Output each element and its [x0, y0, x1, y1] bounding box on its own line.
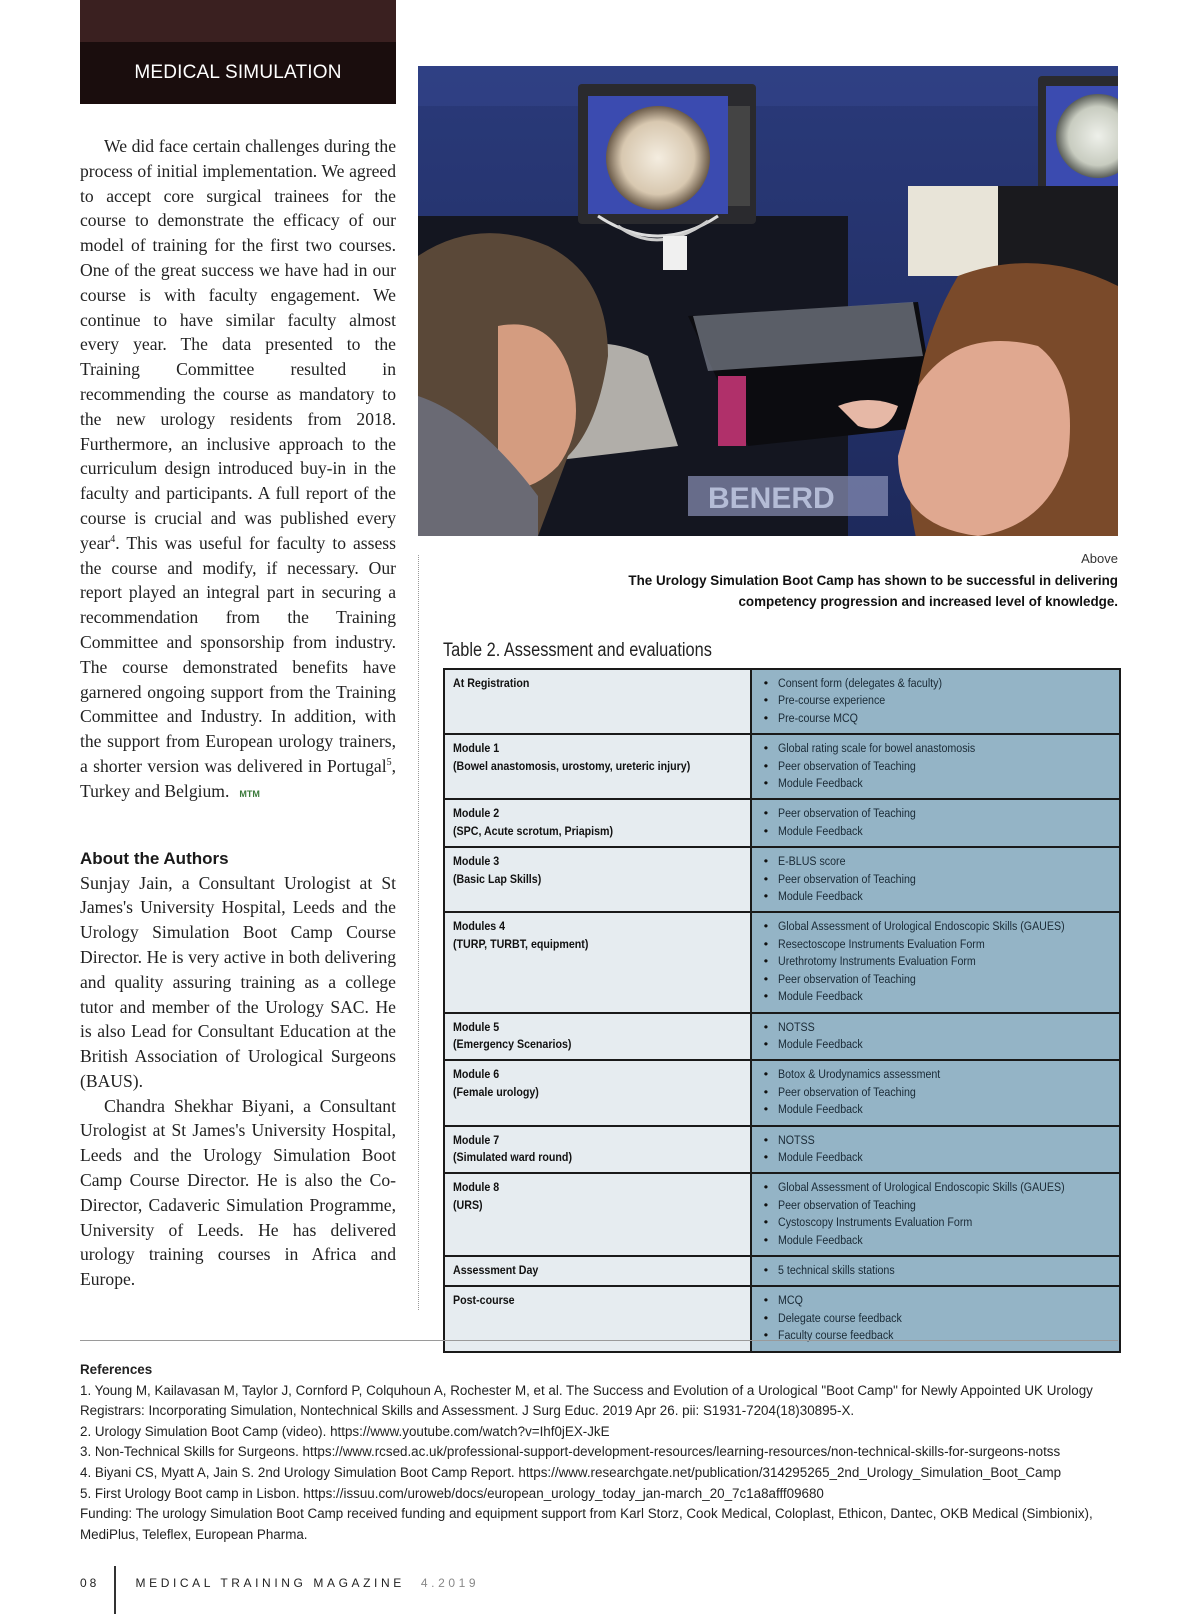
assessment-cell [751, 1256, 1120, 1286]
module-detail: (SPC, Acute scrotum, Priapism) [453, 823, 614, 838]
assessment-item [760, 988, 1111, 1005]
article-paragraph [80, 134, 396, 807]
assessment-item [760, 1310, 1111, 1327]
reference-item: 3. Non-Technical Skills for Surgeons. https://www.rcsed.ac.uk/professional-support-development-resources/learning-resources/non-technical-skills-for-surgeons-notss [80, 1444, 1061, 1460]
module-cell [444, 1286, 751, 1351]
module-name: Module 1 [453, 741, 500, 756]
paragraph-text-a: We did face certain challenges during the process of initial implementation. We agreed to accept core surgical trainees for the course to demonstrate the efficacy of our model of training for the first two courses. One of the great success we have had in our course is with faculty engagement. We continue to have similar faculty almost every year. The data presented to the Training Committee resulted in recommending the course as mandatory to the new urology residents from 2018. Furthermore, an inclusive approach to the curriculum design introduced buy-in in the faculty and participants. A full report of the course is crucial and was published every year [80, 136, 396, 553]
assessment-item [760, 1232, 1111, 1249]
assessment-item [760, 971, 1111, 988]
author-bio-1 [80, 871, 396, 1094]
assessment-list [760, 1132, 1111, 1167]
simulator-label [718, 376, 746, 446]
module-detail: (Bowel anastomosis, urostomy, ureteric injury) [453, 758, 691, 773]
assessment-cell [751, 799, 1120, 847]
module-name: At Registration [453, 676, 530, 690]
authors-body [80, 871, 396, 1293]
assessment-item [760, 710, 1111, 727]
paragraph-text-c: , Turkey and Belgium. [80, 755, 396, 801]
module-cell [444, 912, 751, 1012]
assessment-item-text: Botox & Urodynamics assessment [777, 1067, 940, 1082]
author-bio-text-1: a Consultant Urologist at St James's University Hospital, Leeds and the Urology Simulation Boot Camp Course Director. He is very active in both delivering and quality assuring training as a college tutor and member of the Urology SAC. He is also Lead for Consultant Education at the British Association of Urological Surgeons (BAUS). [80, 872, 396, 1091]
assessment-item [760, 823, 1111, 840]
assessment-item [760, 1327, 1111, 1344]
assessment-item-text: Delegate course feedback [777, 1310, 902, 1325]
assessment-table [443, 668, 1121, 1353]
assessment-item-text: Global Assessment of Urological Endoscopic Skills (GAUES) [777, 919, 1065, 934]
funding-note: Funding: The urology Simulation Boot Camp received funding and equipment support from Karl Storz, Cook Medical, Coloplast, Ethicon, Dantec, OKB Medical (Simbionix), MediPlus, Teleflex, European Pharma. [80, 1506, 1093, 1542]
assessment-cell [751, 1060, 1120, 1125]
assessment-item-text: Peer observation of Teaching [777, 871, 916, 886]
module-cell [444, 1013, 751, 1061]
assessment-item-text: Module Feedback [777, 1232, 863, 1247]
references-rule [80, 1340, 1118, 1341]
reference-marker-5: 5 [386, 757, 392, 769]
module-cell [444, 669, 751, 734]
assessment-item [760, 1066, 1111, 1083]
assessment-item-text: Pre-course MCQ [777, 710, 858, 725]
module-cell [444, 1060, 751, 1125]
assessment-item-text: NOTSS [777, 1132, 815, 1147]
module-name: Module 7 [453, 1132, 500, 1147]
endoscope-view-1 [606, 106, 710, 210]
table-title: Table 2. Assessment and evaluations [443, 640, 712, 661]
table-row [444, 912, 1120, 1012]
table-row [444, 1126, 1120, 1174]
table-row [444, 1286, 1120, 1351]
assessment-cell [751, 847, 1120, 912]
assessment-item-text: Pre-course experience [777, 693, 885, 708]
table-row [444, 1013, 1120, 1061]
paragraph-text-b: . This was useful for faculty to assess the course and modify, if necessary. Our report played an integral part in securing a recommendation from the Training Committee and sponsorship from industry. The course demonstrated benefits have garnered ongoing support from the Training Committee and Industry. In addition, with the support from European urology trainers, a shorter version was delivered in Portugal [80, 532, 396, 776]
assessment-item [760, 853, 1111, 870]
assessment-item-text: Global rating scale for bowel anastomosis [777, 741, 975, 756]
module-name: Module 2 [453, 806, 500, 821]
module-detail: (Basic Lap Skills) [453, 871, 542, 886]
tag [663, 236, 687, 270]
module-detail: (URS) [453, 1197, 483, 1212]
assessment-item-text: Module Feedback [777, 989, 863, 1004]
table-row [444, 1256, 1120, 1286]
reference-item: 1. Young M, Kailavasan M, Taylor J, Cornford P, Colquhoun A, Rochester M, et al. The Success and Evolution of a Urological "Boot Camp" for Newly Appointed UK Urology Registrars: Incorporating Simulation, Nontechnical Skills and Assessment. J Surg Educ. 2019 Apr 26. pii: S1931-7204(18)30895-X. [80, 1382, 1093, 1419]
section-label: MEDICAL SIMULATION [80, 42, 396, 104]
table-row [444, 1173, 1120, 1256]
assessment-item-text: Module Feedback [777, 1102, 863, 1117]
assessment-item [760, 1132, 1111, 1149]
assessment-item-text: Peer observation of Teaching [777, 1197, 916, 1212]
footer [80, 1566, 479, 1614]
table-row [444, 734, 1120, 799]
assessment-item-text: Module Feedback [777, 889, 863, 904]
assessment-cell [751, 1013, 1120, 1061]
assessment-item [760, 692, 1111, 709]
assessment-item-text: Module Feedback [777, 776, 863, 791]
module-name: Assessment Day [453, 1262, 539, 1277]
assessment-item [760, 1262, 1111, 1279]
assessment-cell [751, 669, 1120, 734]
assessment-item-text: Module Feedback [777, 1149, 863, 1164]
assessment-cell [751, 734, 1120, 799]
references-title: References [80, 1362, 153, 1377]
issue-number: 4.2019 [420, 1576, 480, 1590]
module-name: Module 8 [453, 1180, 500, 1195]
assessment-list [760, 853, 1111, 905]
module-name: Modules 4 [453, 919, 506, 934]
assessment-item-text: Peer observation of Teaching [777, 758, 916, 773]
assessment-list [760, 1292, 1111, 1344]
assessment-item-text: Global Assessment of Urological Endoscopic Skills (GAUES) [777, 1180, 1065, 1195]
assessment-item-text: Module Feedback [777, 823, 863, 838]
page-number: 08 [80, 1576, 100, 1590]
assessment-item [760, 1197, 1111, 1214]
assessment-list [760, 1179, 1111, 1249]
banner-text: BENERD [708, 482, 835, 515]
table-row [444, 847, 1120, 912]
assessment-cell [751, 1126, 1120, 1174]
assessment-item [760, 758, 1111, 775]
assessment-item [760, 1036, 1111, 1053]
assessment-item [760, 918, 1111, 935]
reference-item: 5. First Urology Boot camp in Lisbon. https://issuu.com/uroweb/docs/european_urology_today_jan-march_20_7c1a8afff09680 [80, 1485, 824, 1501]
author-name-2: Chandra Shekhar Biyani, [104, 1095, 295, 1116]
magazine-name: MEDICAL TRAINING MAGAZINE [135, 1576, 405, 1590]
assessment-item-text: NOTSS [777, 1019, 815, 1034]
author-bio-text-2: a Consultant Urologist at St James's University Hospital, Leeds and the Urology Simulation Boot Camp Course Director. He is also the Co-Director, Cadaveric Simulation Programme, University of Leeds. He has delivered urology training courses in Africa and Europe. [80, 1095, 396, 1290]
assessment-item-text: Cystoscopy Instruments Evaluation Form [777, 1215, 972, 1230]
assessment-list [760, 1019, 1111, 1054]
assessment-item-text: 5 technical skills stations [777, 1262, 895, 1277]
assessment-item [760, 1149, 1111, 1166]
assessment-cell [751, 912, 1120, 1012]
assessment-list [760, 1066, 1111, 1118]
assessment-item [760, 953, 1111, 970]
left-column [80, 134, 396, 1292]
assessment-item-text: Consent form (delegates & faculty) [777, 676, 942, 690]
assessment-item-text: MCQ [777, 1293, 803, 1308]
module-cell [444, 1256, 751, 1286]
module-cell [444, 799, 751, 847]
module-name: Module 5 [453, 1019, 500, 1034]
assessment-item [760, 675, 1111, 692]
assessment-item [760, 871, 1111, 888]
assessment-cell [751, 1286, 1120, 1351]
table-row [444, 669, 1120, 734]
photo-illustration [418, 66, 1118, 536]
assessment-item [760, 1292, 1111, 1309]
author-name-1: Sunjay Jain, [80, 872, 173, 893]
assessment-item [760, 888, 1111, 905]
assessment-item [760, 1214, 1111, 1231]
caption-position: Above [1081, 551, 1118, 566]
header-band [80, 0, 396, 42]
module-detail: (Simulated ward round) [453, 1149, 573, 1164]
assessment-cell [751, 1173, 1120, 1256]
assessment-item-text: Resectoscope Instruments Evaluation Form [777, 936, 985, 951]
assessment-item [760, 805, 1111, 822]
module-name: Post-course [453, 1293, 515, 1308]
module-cell [444, 1126, 751, 1174]
article-body [80, 134, 396, 807]
column-divider [418, 555, 419, 1310]
assessment-item [760, 775, 1111, 792]
end-mark: MTM [239, 788, 260, 799]
table-row [444, 1060, 1120, 1125]
author-bio-2 [80, 1094, 396, 1292]
assessment-item-text: Faculty course feedback [777, 1328, 894, 1343]
simulation-photo [418, 66, 1118, 536]
assessment-item-text: E-BLUS score [777, 854, 846, 869]
module-name: Module 3 [453, 854, 500, 869]
assessment-item-text: Peer observation of Teaching [777, 971, 916, 986]
table-row [444, 799, 1120, 847]
module-name: Module 6 [453, 1067, 500, 1082]
assessment-list [760, 675, 1111, 727]
assessment-item-text: Peer observation of Teaching [777, 806, 916, 821]
assessment-item [760, 1179, 1111, 1196]
references [80, 1360, 1120, 1545]
module-detail: (Emergency Scenarios) [453, 1036, 572, 1051]
assessment-list [760, 1262, 1111, 1279]
assessment-item [760, 1084, 1111, 1101]
module-cell [444, 1173, 751, 1256]
assessment-item-text: Urethrotomy Instruments Evaluation Form [777, 954, 976, 969]
assessment-list [760, 805, 1111, 840]
module-cell [444, 734, 751, 799]
assessment-item [760, 1019, 1111, 1036]
assessment-item [760, 740, 1111, 757]
reference-marker-4: 4 [110, 533, 116, 545]
photo-caption: The Urology Simulation Boot Camp has shown to be successful in delivering competency progression and increased level of knowledge. [628, 573, 1118, 609]
module-cell [444, 847, 751, 912]
module-detail: (TURP, TURBT, equipment) [453, 936, 589, 951]
assessment-item [760, 1101, 1111, 1118]
footer-bar [114, 1566, 116, 1614]
assessment-item [760, 936, 1111, 953]
reference-item: 2. Urology Simulation Boot Camp (video). https://www.youtube.com/watch?v=Ihf0jEX-JkE [80, 1423, 610, 1439]
module-detail: (Female urology) [453, 1084, 539, 1099]
assessment-item-text: Module Feedback [777, 1036, 863, 1051]
authors-heading: About the Authors [80, 848, 229, 868]
reference-item: 4. Biyani CS, Myatt A, Jain S. 2nd Urology Simulation Boot Camp Report. https://www.researchgate.net/publication/314295265_2nd_Urology_Simulation_Boot_Camp [80, 1464, 1062, 1480]
assessment-list [760, 740, 1111, 792]
assessment-item-text: Peer observation of Teaching [777, 1084, 916, 1099]
assessment-list [760, 918, 1111, 1005]
